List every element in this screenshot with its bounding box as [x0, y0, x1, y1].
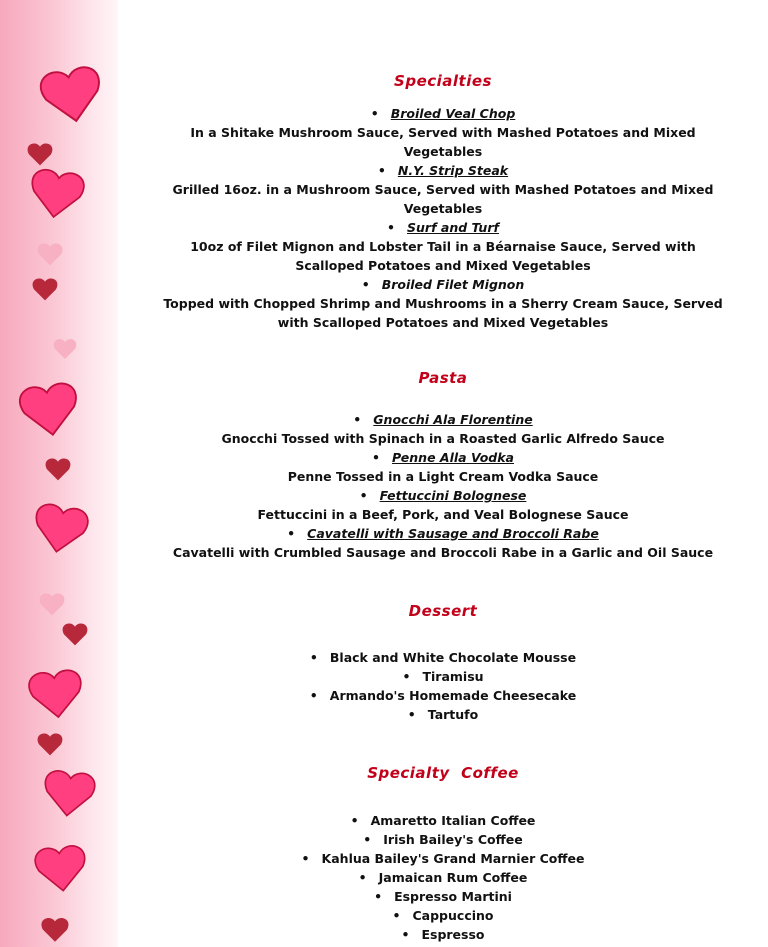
item-name: N.Y. Strip Steak	[397, 163, 509, 178]
section-title-pasta: Pasta	[418, 369, 468, 387]
item-name: Broiled Filet Mignon	[381, 277, 525, 292]
list-item: • Broiled Veal Chop	[370, 106, 516, 121]
list-item: • Tiramisu	[402, 669, 484, 684]
coffee-list	[118, 811, 768, 944]
heart-icon	[38, 734, 63, 756]
dessert-list	[118, 648, 768, 724]
list-item: • Espresso Martini	[374, 889, 512, 904]
list-item: • Cappuccino	[392, 908, 494, 923]
item-name: Broiled Veal Chop	[390, 106, 516, 121]
item-name: Jamaican Rum Coffee	[378, 870, 528, 885]
heart-icon	[41, 918, 68, 942]
menu-content	[118, 0, 768, 947]
section-title-coffee: Specialty Coffee	[367, 764, 519, 782]
item-description: Topped with Chopped Shrimp and Mushrooms in a Sherry Cream Sauce, Served	[163, 296, 723, 311]
list-item: • Cavatelli with Sausage and Broccoli Rabe	[287, 526, 599, 541]
item-name: Cappuccino	[412, 908, 494, 923]
item-name: Irish Bailey's Coffee	[383, 832, 523, 847]
section-title-specialties: Specialties	[394, 72, 492, 90]
item-name: Tiramisu	[422, 669, 484, 684]
heart-icon	[34, 845, 88, 894]
item-name: Kahlua Bailey's Grand Marnier Coffee	[321, 851, 585, 866]
list-item: • Black and White Chocolate Mousse	[309, 650, 577, 665]
heart-icon	[33, 279, 58, 301]
heart-icon	[54, 339, 77, 359]
heart-icon	[40, 594, 65, 616]
heart-icon	[28, 669, 84, 720]
pasta-list	[118, 410, 768, 562]
list-item: • Jamaican Rum Coffee	[358, 870, 528, 885]
item-description: In a Shitake Mushroom Sauce, Served with Mashed Potatoes and Mixed	[190, 125, 696, 140]
item-name: Tartufo	[427, 707, 479, 722]
list-item: • Irish Bailey's Coffee	[363, 832, 523, 847]
item-name: Black and White Chocolate Mousse	[329, 650, 577, 665]
heart-icon	[28, 144, 53, 166]
specialties-list	[118, 104, 768, 332]
list-item: • Surf and Turf	[387, 220, 499, 235]
section-title-dessert: Dessert	[408, 602, 478, 620]
heart-icon	[38, 244, 63, 266]
item-name: Surf and Turf	[407, 220, 499, 235]
item-description: Vegetables	[403, 144, 483, 159]
heart-icon	[42, 770, 96, 819]
item-description: Vegetables	[403, 201, 483, 216]
item-description: Scalloped Potatoes and Mixed Vegetables	[295, 258, 591, 273]
hearts-decoration	[0, 0, 118, 947]
heart-icon	[63, 624, 88, 646]
item-description: with Scalloped Potatoes and Mixed Vegetables	[277, 315, 609, 330]
item-name: Gnocchi Ala Florentine	[373, 412, 533, 427]
list-item: • Fettuccini Bolognese	[359, 488, 527, 503]
item-name: Armando's Homemade Cheesecake	[329, 688, 577, 703]
heart-icon	[46, 459, 71, 481]
list-item: • Amaretto Italian Coffee	[350, 813, 536, 828]
heart-border	[0, 0, 118, 947]
list-item: • Espresso	[401, 927, 485, 942]
heart-icon	[38, 65, 105, 126]
item-description: Gnocchi Tossed with Spinach in a Roasted Garlic Alfredo Sauce	[221, 431, 665, 446]
item-description: 10oz of Filet Mignon and Lobster Tail in a Béarnaise Sauce, Served with	[190, 239, 696, 254]
item-name: Cavatelli with Sausage and Broccoli Rabe	[307, 526, 599, 541]
item-name: Espresso Martini	[394, 889, 512, 904]
list-item: • Broiled Filet Mignon	[361, 277, 525, 292]
item-description: Fettuccini in a Beef, Pork, and Veal Bolognese Sauce	[257, 507, 629, 522]
item-description: Cavatelli with Crumbled Sausage and Broccoli Rabe in a Garlic and Oil Sauce	[172, 545, 714, 560]
item-name: Espresso	[421, 927, 485, 942]
list-item: • Armando's Homemade Cheesecake	[309, 688, 577, 703]
list-item: • N.Y. Strip Steak	[377, 163, 509, 178]
item-name: Fettuccini Bolognese	[379, 488, 527, 503]
list-item: • Tartufo	[407, 707, 479, 722]
item-name: Amaretto Italian Coffee	[370, 813, 536, 828]
list-item: • Penne Alla Vodka	[371, 450, 514, 465]
list-item: • Gnocchi Ala Florentine	[353, 412, 533, 427]
heart-icon	[31, 502, 90, 556]
item-name: Penne Alla Vodka	[391, 450, 514, 465]
heart-icon	[18, 382, 81, 439]
list-item: • Kahlua Bailey's Grand Marnier Coffee	[301, 851, 585, 866]
item-description: Grilled 16oz. in a Mushroom Sauce, Served with Mashed Potatoes and Mixed	[172, 182, 714, 197]
item-description: Penne Tossed in a Light Cream Vodka Sauce	[287, 469, 599, 484]
heart-icon	[28, 168, 86, 220]
